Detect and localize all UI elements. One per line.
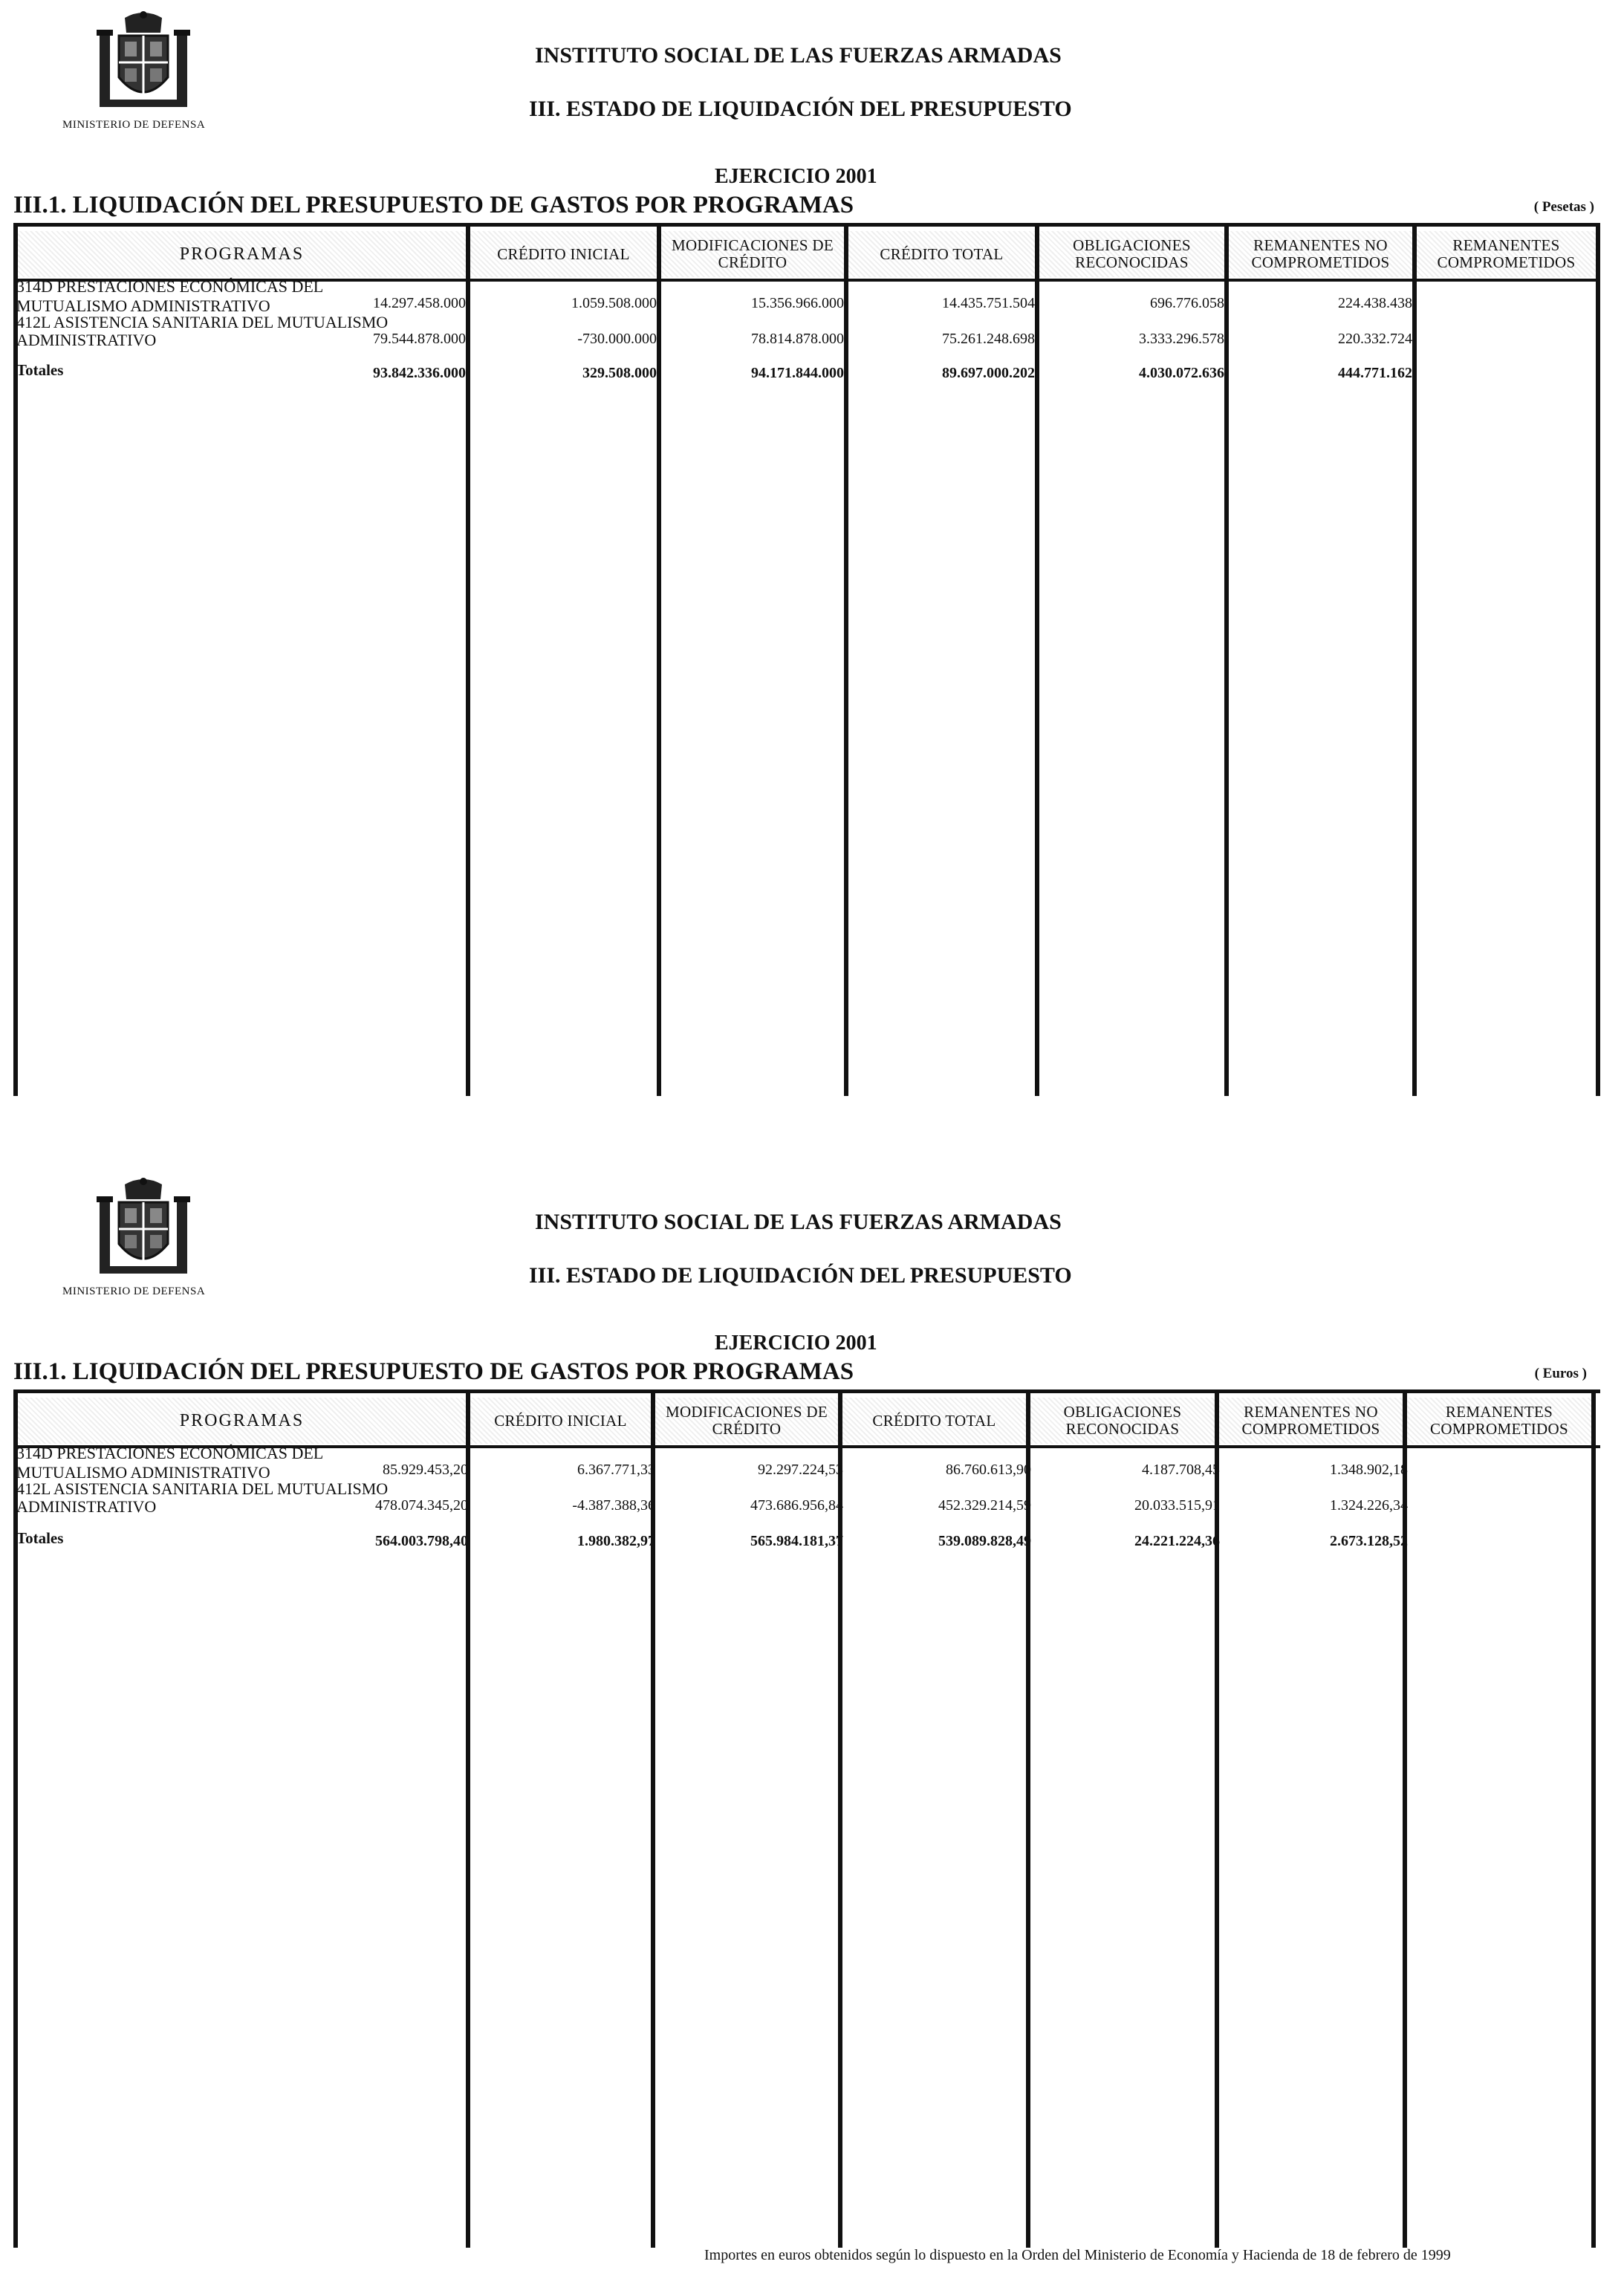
institute-title: INSTITUTO SOCIAL DE LAS FUERZAS ARMADAS <box>535 1210 1062 1234</box>
cell: 452.329.214,59 <box>938 1497 1031 1514</box>
ministry-label: MINISTERIO DE DEFENSA <box>62 1285 206 1297</box>
header-remanentes-no: REMANENTES NO COMPROMETIDOS <box>1219 1398 1403 1444</box>
cell: 696.776.058 <box>1150 295 1224 311</box>
header-credito-total: CRÉDITO TOTAL <box>848 231 1035 277</box>
row-314d-label-2: MUTUALISMO ADMINISTRATIVO <box>16 1463 270 1482</box>
cell: 1.348.902,18 <box>1330 1462 1408 1478</box>
totals-label: Totales <box>16 1529 64 1547</box>
row-412l-label-2: ADMINISTRATIVO <box>16 331 157 349</box>
footnote: Importes en euros obtenidos según lo dispuesto en la Orden del Ministerio de Economía y Hacienda de 18 de febrero de 1999 <box>704 2247 1451 2263</box>
cell-total: 2.673.128,52 <box>1330 1533 1408 1549</box>
budget-table <box>13 1389 1600 2248</box>
cell-total: 444.771.162 <box>1338 365 1412 381</box>
cell-total: 329.508.000 <box>582 365 657 381</box>
cell-total: 24.221.224,36 <box>1134 1533 1220 1549</box>
euros-section <box>0 1167 1624 2259</box>
cell: 1.324.226,34 <box>1330 1497 1408 1514</box>
cell: 20.033.515,91 <box>1134 1497 1220 1514</box>
exercise-year: EJERCICIO 2001 <box>715 165 877 188</box>
budget-table <box>13 223 1600 1096</box>
cell-total: 93.842.336.000 <box>373 365 466 381</box>
cell-total: 89.697.000.202 <box>942 365 1035 381</box>
header-obligaciones: OBLIGACIONES RECONOCIDAS <box>1039 231 1224 277</box>
statement-title: III. ESTADO DE LIQUIDACIÓN DEL PRESUPUESTO <box>529 97 1072 121</box>
spanish-coat-of-arms-icon <box>95 10 192 114</box>
cell: 478.074.345,20 <box>375 1497 468 1514</box>
cell-total: 4.030.072.636 <box>1139 365 1224 381</box>
header-remanentes: REMANENTES COMPROMETIDOS <box>1417 231 1596 277</box>
pesetas-section <box>0 0 1624 1115</box>
header-credito-inicial: CRÉDITO INICIAL <box>470 1398 651 1444</box>
cell: 3.333.296.578 <box>1139 331 1224 347</box>
cell: 14.297.458.000 <box>373 295 466 311</box>
cell-total: 1.980.382,97 <box>577 1533 655 1549</box>
row-412l-label-1: 412L ASISTENCIA SANITARIA DEL MUTUALISMO <box>16 1479 389 1498</box>
header-modificaciones: MODIFICACIONES DE CRÉDITO <box>661 231 844 277</box>
row-412l-label-1: 412L ASISTENCIA SANITARIA DEL MUTUALISMO <box>16 313 389 331</box>
cell: 15.356.966.000 <box>751 295 844 311</box>
cell: 79.544.878.000 <box>373 331 466 347</box>
row-314d-label-1: 314D PRESTACIONES ECONÓMICAS DEL <box>16 277 324 296</box>
table-title: III.1. LIQUIDACIÓN DEL PRESUPUESTO DE GASTOS POR PROGRAMAS <box>13 192 854 218</box>
institute-title: INSTITUTO SOCIAL DE LAS FUERZAS ARMADAS <box>535 43 1062 68</box>
header-remanentes-no: REMANENTES NO COMPROMETIDOS <box>1229 231 1412 277</box>
cell: 1.059.508.000 <box>571 295 657 311</box>
cell: 75.261.248.698 <box>942 331 1035 347</box>
cell: 220.332.724 <box>1338 331 1412 347</box>
header-modificaciones: MODIFICACIONES DE CRÉDITO <box>655 1398 838 1444</box>
cell: 224.438.438 <box>1338 295 1412 311</box>
cell: -730.000.000 <box>577 331 657 347</box>
spanish-coat-of-arms-icon <box>95 1177 192 1281</box>
cell-total: 539.089.828,49 <box>938 1533 1031 1549</box>
cell: 86.760.613,90 <box>946 1462 1031 1478</box>
cell: 473.686.956,84 <box>750 1497 843 1514</box>
totals-label: Totales <box>16 361 64 379</box>
cell: 85.929.453,20 <box>383 1462 468 1478</box>
cell: 6.367.771,33 <box>577 1462 655 1478</box>
cell: 14.435.751.504 <box>942 295 1035 311</box>
header-programas: PROGRAMAS <box>18 1398 466 1444</box>
cell-total: 565.984.181,37 <box>750 1533 843 1549</box>
currency-unit: ( Euros ) <box>1534 1366 1587 1381</box>
cell: 92.297.224,53 <box>758 1462 843 1478</box>
header-programas: PROGRAMAS <box>18 231 466 277</box>
cell: 78.814.878.000 <box>751 331 844 347</box>
table-title: III.1. LIQUIDACIÓN DEL PRESUPUESTO DE GASTOS POR PROGRAMAS <box>13 1358 854 1385</box>
header-credito-total: CRÉDITO TOTAL <box>842 1398 1026 1444</box>
cell-total: 564.003.798,40 <box>375 1533 468 1549</box>
header-obligaciones: OBLIGACIONES RECONOCIDAS <box>1030 1398 1215 1444</box>
table-grid <box>13 1393 1600 2248</box>
table-grid <box>13 227 1600 1096</box>
currency-unit: ( Pesetas ) <box>1533 199 1594 215</box>
exercise-year: EJERCICIO 2001 <box>715 1332 877 1355</box>
cell: 4.187.708,45 <box>1142 1462 1220 1478</box>
row-412l-label-2: ADMINISTRATIVO <box>16 1497 157 1516</box>
header-credito-inicial: CRÉDITO INICIAL <box>470 231 657 277</box>
statement-title: III. ESTADO DE LIQUIDACIÓN DEL PRESUPUESTO <box>529 1263 1072 1288</box>
cell-total: 94.171.844.000 <box>751 365 844 381</box>
row-314d-label-1: 314D PRESTACIONES ECONÓMICAS DEL <box>16 1444 324 1462</box>
ministry-label: MINISTERIO DE DEFENSA <box>62 119 206 131</box>
header-remanentes: REMANENTES COMPROMETIDOS <box>1407 1398 1591 1444</box>
row-314d-label-2: MUTUALISMO ADMINISTRATIVO <box>16 296 270 315</box>
cell: -4.387.388,36 <box>572 1497 655 1514</box>
